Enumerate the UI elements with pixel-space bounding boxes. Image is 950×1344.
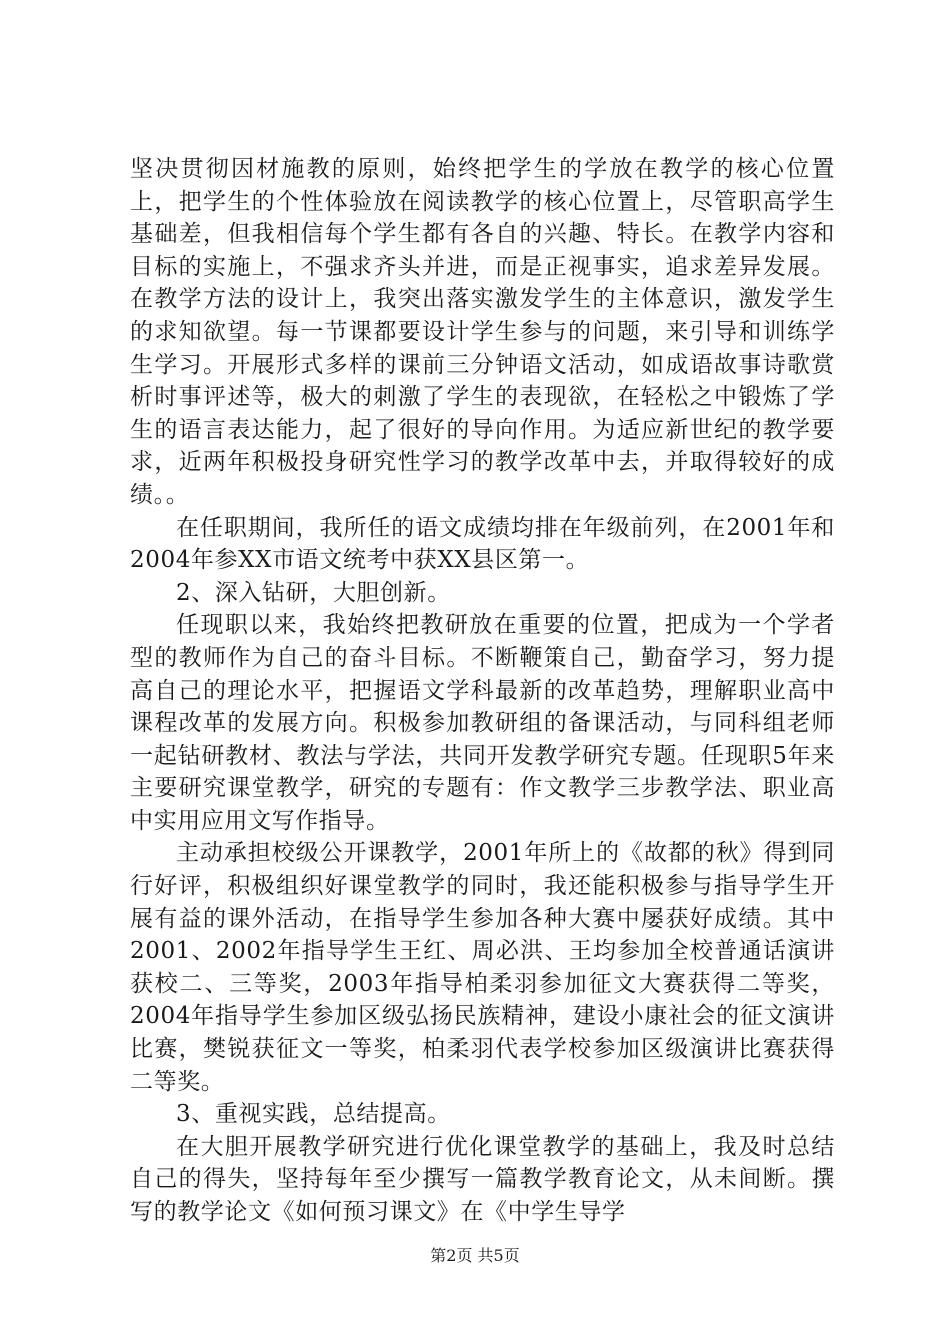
- paragraph-exam-results: 在任职期间，我所任的语文成绩均排在年级前列，在2001年和2004年参XX市语文统考中获XX县区第一。: [130, 514, 835, 574]
- page-number-footer: 第2页 共5页: [430, 1246, 520, 1265]
- paragraph-open-classes: 主动承担校级公开课教学，2001年所上的《故都的秋》得到同行好评，积极组织好课堂教学的同时，我还能积极参与指导学生开展有益的课外活动，在指导学生参加各种大赛中屡获好成绩。其中2001、2002年指导学生王红、周必洪、王均参加全校普通话演讲获校二、三等奖，2003年指导柏柔羽参加征文大赛获得二等奖，2004年指导学生参加区级弘扬民族精神，建设小康社会的征文演讲比赛，樊锐获征文一等奖，柏柔羽代表学校参加区级演讲比赛获得二等奖。: [130, 840, 835, 1095]
- heading-research-innovation: 2、深入钻研，大胆创新。: [176, 579, 451, 606]
- heading-practice-summary: 3、重视实践，总结提高。: [176, 1101, 451, 1128]
- body-text: [130, 153, 835, 1229]
- paragraph-teaching-principles: 坚决贯彻因材施教的原则，始终把学生的学放在教学的核心位置上，把学生的个性体验放在阅读教学的核心位置上，尽管职高学生基础差，但我相信每个学生都有各自的兴趣、特长。在教学内容和目标的实施上，不强求齐头并进，而是正视事实，追求差异发展。在教学方法的设计上，我突出落实激发学生的主体意识，激发学生的求知欲望。每一节课都要设计学生参与的问题，来引导和训练学生学习。开展形式多样的课前三分钟语文活动，如成语故事诗歌赏析时事评述等，极大的刺激了学生的表现欲，在轻松之中锻炼了学生的语言表达能力，起了很好的导向作用。为适应新世纪的教学要求，近两年积极投身研究性学习的教学改革中去，并取得较好的成绩。。: [130, 156, 835, 508]
- paragraph-papers: 在大胆开展教学研究进行优化课堂教学的基础上，我及时总结自己的得失，坚持每年至少撰写一篇教学教育论文，从未间断。撰写的教学论文《如何预习课文》在《中学生导学: [130, 1133, 835, 1225]
- paragraph-research: 任现职以来，我始终把教研放在重要的位置，把成为一个学者型的教师作为自己的奋斗目标。不断鞭策自己，勤奋学习，努力提高自己的理论水平，把握语文学科最新的改革趋势，理解职业高中课程改革的发展方向。积极参加教研组的备课活动，与同科组老师一起钻研教材、教法与学法，共同开发教学研究专题。任现职5年来主要研究课堂教学，研究的专题有：作文教学三步教学法、职业高中实用应用文写作指导。: [130, 612, 835, 834]
